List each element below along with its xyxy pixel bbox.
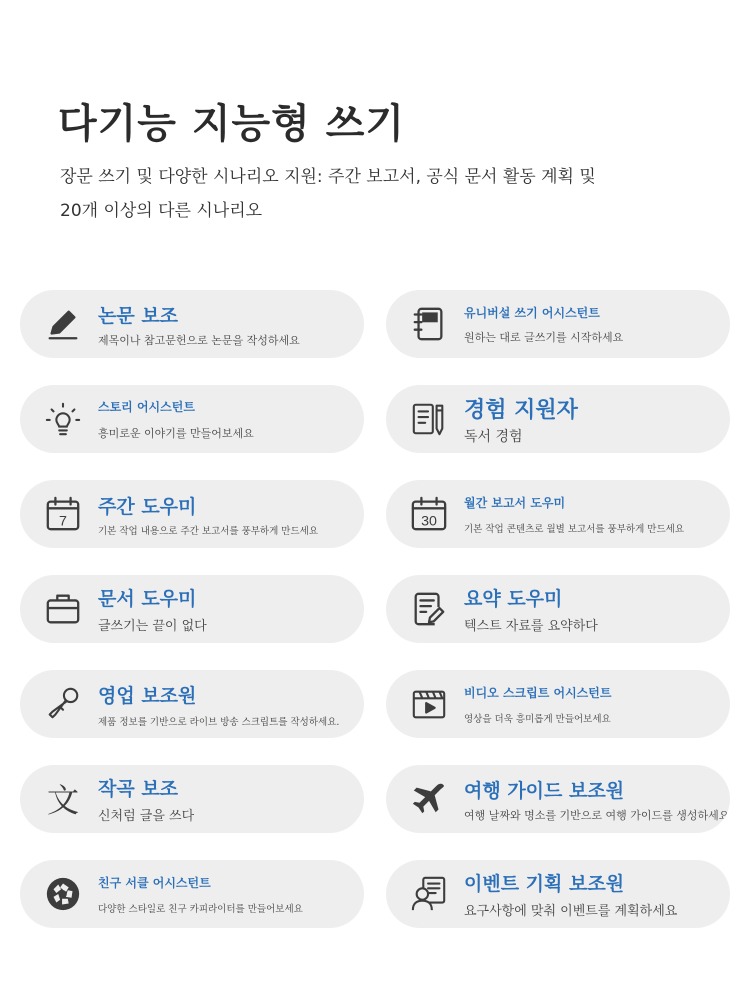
card-experience-supporter[interactable] [386,385,730,453]
event-planner-icon [408,873,450,915]
card-travel-guide-assistant[interactable] [386,765,730,833]
video-icon [408,683,450,725]
calendar-7-icon [42,493,84,535]
card-title: 친구 서클 어시스턴트 [98,875,211,890]
card-description: 제품 정보를 기반으로 라이브 방송 스크립트를 작성하세요. [98,716,340,728]
card-description: 흥미로운 이야기를 만들어보세요 [98,426,254,440]
microphone-icon [42,683,84,725]
page-title: 다기능 지능형 쓰기 [58,101,405,147]
card-description: 요구사항에 맞춰 이벤트를 계획하세요 [464,904,678,919]
card-summary-helper[interactable] [386,575,730,643]
wen-character-icon [42,778,84,820]
card-story-assistant[interactable] [20,385,364,453]
aperture-icon [42,873,84,915]
svg-text:文: 文 [46,781,80,818]
card-description: 텍스트 자료를 요약하다 [464,619,598,634]
card-document-helper[interactable] [20,575,364,643]
card-event-planning-assistant[interactable] [386,860,730,928]
lightbulb-icon [42,398,84,440]
card-title: 주간 도우미 [98,495,197,518]
card-friend-circle-assistant[interactable] [20,860,364,928]
card-video-script-assistant[interactable] [386,670,730,738]
card-title: 문서 도우미 [98,588,197,610]
card-weekly-helper[interactable] [20,480,364,548]
subtitle-line-2: 20개 이상의 다른 시나리오 [60,201,263,221]
card-description: 여행 날짜와 명소를 기반으로 여행 가이드를 생성하세요 [464,808,730,822]
card-composition-assistant[interactable] [20,765,364,833]
card-description: 영상을 더욱 흥미롭게 만들어보세요 [464,713,611,725]
card-title: 요약 도우미 [464,588,563,610]
card-monthly-report-helper[interactable] [386,480,730,548]
card-description: 글쓰기는 끝이 없다 [98,619,207,634]
card-title: 스토리 어시스턴트 [98,399,195,414]
card-description: 원하는 대로 글쓰기를 시작하세요 [464,330,624,344]
card-title: 월간 보고서 도우미 [464,495,566,510]
svg-text:7: 7 [59,513,67,530]
book-pen-icon [408,398,450,440]
svg-text:30: 30 [421,513,437,530]
document-edit-icon [408,588,450,630]
card-sales-assistant[interactable] [20,670,364,738]
card-description: 신처럼 글을 쓰다 [98,809,195,824]
card-title: 유니버설 쓰기 어시스턴트 [464,305,600,320]
card-title: 경험 지원자 [464,397,578,423]
card-universal-writing-assistant[interactable] [386,290,730,358]
card-description: 기본 작업 내용으로 주간 보고서를 풍부하게 만드세요 [98,525,319,537]
card-description: 독서 경험 [464,428,523,445]
briefcase-icon [42,588,84,630]
card-title: 이벤트 기획 보조원 [464,873,625,895]
notebook-icon [408,303,450,345]
card-title: 논문 보조 [98,304,179,327]
card-thesis-assistant[interactable] [20,290,364,358]
airplane-icon [408,778,450,820]
card-description: 기본 작업 콘텐츠로 월별 보고서를 풍부하게 만드세요 [464,523,685,535]
pencil-icon [42,303,84,345]
card-title: 작곡 보조 [98,778,179,800]
calendar-30-icon [408,493,450,535]
card-description: 제목이나 참고문헌으로 논문을 작성하세요 [98,333,300,347]
card-title: 여행 가이드 보조원 [464,779,625,802]
card-description: 다양한 스타일로 친구 카피라이터를 만들어보세요 [98,903,303,915]
subtitle-line-1: 장문 쓰기 및 다양한 시나리오 지원: 주간 보고서, 공식 문서 활동 계획 및 [60,167,596,187]
card-title: 영업 보조원 [98,684,197,707]
card-title: 비디오 스크립트 어시스턴트 [464,685,612,700]
